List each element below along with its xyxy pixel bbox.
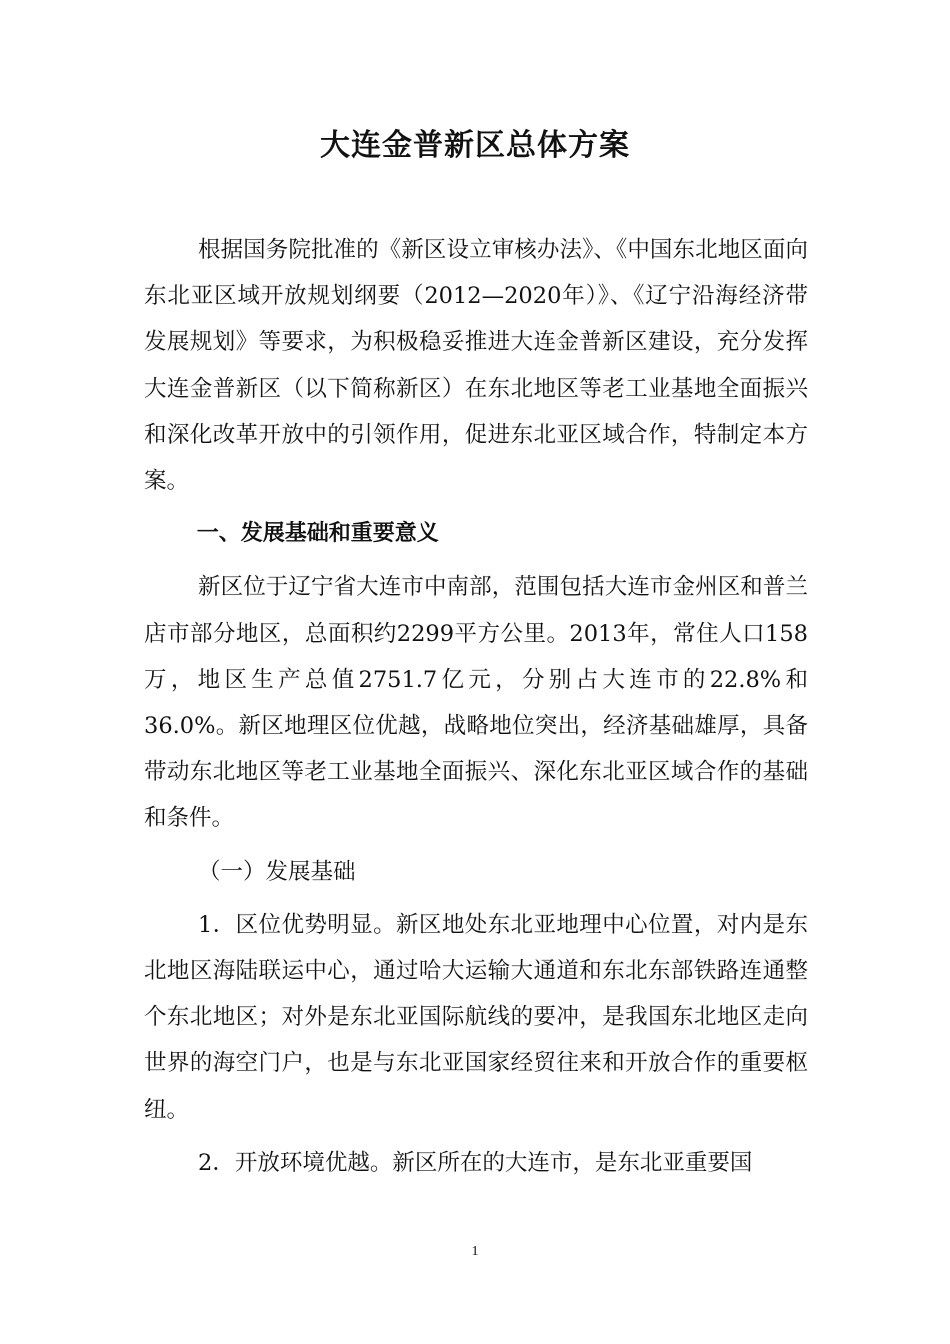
- body-paragraph: 1．区位优势明显。新区地处东北亚地理中心位置，对内是东北地区海陆联运中心，通过哈大运输大通道和东北东部铁路连通整个东北地区；对外是东北亚国际航线的要冲，是我国东北地区走向世界的海空门户，也是与东北亚国家经贸往来和开放合作的重要枢纽。: [144, 911, 808, 1123]
- body-paragraph: 新区位于辽宁省大连市中南部，范围包括大连市金州区和普兰店市部分地区，总面积约2299平方公里。2013年，常住人口158万，地区生产总值2751.7亿元，分别占大连市的22.8%和36.0%。新区地理区位优越，战略地位突出，经济基础雄厚，具备带动东北地区等老工业基地全面振兴、深化东北亚区域合作的基础和条件。: [144, 574, 808, 832]
- page-number: 1: [471, 1244, 479, 1259]
- document-body: [144, 227, 808, 1193]
- subsection-heading: （一）发展基础: [198, 858, 356, 885]
- body-paragraph: 2．开放环境优越。新区所在的大连市，是东北亚重要国: [198, 1149, 753, 1176]
- section-heading: 一、发展基础和重要意义: [196, 521, 439, 547]
- document-title: 大连金普新区总体方案: [320, 128, 630, 163]
- intro-paragraph: 根据国务院批准的《新区设立审核办法》、《中国东北地区面向东北亚区域开放规划纲要（2012—2020年）》、《辽宁沿海经济带发展规划》等要求，为积极稳妥推进大连金普新区建设，充分发挥大连金普新区（以下简称新区）在东北地区等老工业基地全面振兴和深化改革开放中的引领作用，促进东北亚区域合作，特制定本方案。: [144, 237, 808, 495]
